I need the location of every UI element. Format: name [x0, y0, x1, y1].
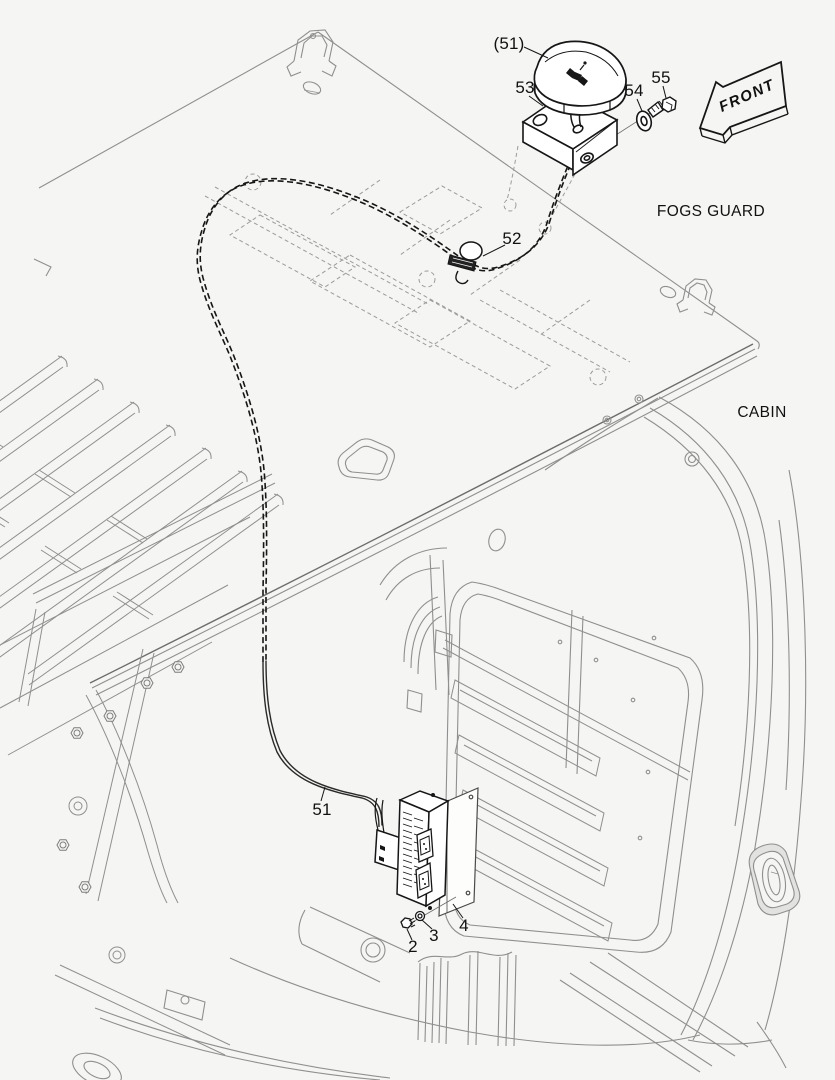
cabin-label: CABIN	[737, 404, 787, 421]
roof-hidden-structure	[205, 146, 630, 389]
callout-bracket: 53	[515, 78, 535, 97]
cabin-structure	[68, 397, 773, 1080]
callout-antenna: (51)	[493, 34, 525, 53]
left-frame	[19, 609, 230, 1055]
roof-outline	[34, 30, 759, 695]
gps-controller	[375, 791, 448, 910]
callout-washer-top: 54	[624, 81, 644, 100]
fogs-guard-louvers	[0, 356, 283, 755]
antenna-assembly	[523, 41, 676, 175]
callout-antenna-cable: 51	[312, 800, 332, 819]
fogs-guard-label: FOGS GUARD	[656, 203, 766, 220]
antenna-cable	[197, 130, 586, 827]
callout-controller-bracket: 4	[459, 916, 469, 935]
front-arrow-label: FRONT	[716, 76, 778, 116]
right-side-panel	[749, 470, 805, 1068]
callout-bolt-top: 55	[651, 68, 671, 87]
callout-cable-clamp: 52	[502, 229, 522, 248]
rear-wall-slots	[443, 640, 690, 941]
callout-bolt-bottom: 2	[408, 937, 418, 956]
left-frame-bolts	[57, 662, 184, 892]
callout-washer-bottom: 3	[429, 926, 439, 945]
cable-clamp	[448, 242, 482, 284]
